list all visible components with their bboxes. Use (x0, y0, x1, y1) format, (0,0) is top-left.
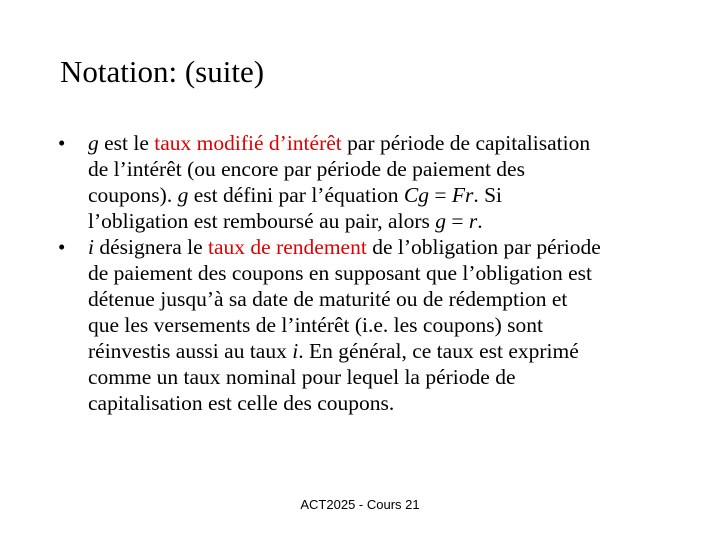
text-segment: par période de capitalisation (341, 131, 591, 155)
bullet-list (58, 130, 668, 416)
bullet-line: de paiement des coupons en supposant que l’obligation est (88, 261, 592, 285)
bullet-item-taux-rendement (58, 234, 668, 416)
text-segment: coupons). (88, 183, 178, 207)
slide-footer: ACT2025 - Cours 21 (300, 497, 420, 512)
bullet-item-taux-modifie (58, 130, 668, 234)
text-segment: = (445, 209, 469, 233)
bullet-line: de l’intérêt (ou encore par période de paiement des (88, 157, 525, 181)
text-segment: . Si (473, 183, 503, 207)
symbol-g: g (435, 209, 446, 233)
highlight-term: taux de rendement (208, 235, 367, 259)
bullet-line (88, 130, 668, 156)
symbol-i: i (292, 339, 299, 363)
bullet-dot-icon: • (58, 131, 66, 155)
bullet-line: que les versements de l’intérêt (i.e. les coupons) sont (88, 313, 543, 337)
bullet-line: comme un taux nominal pour lequel la période de (88, 365, 516, 389)
slide-title: Notation: (suite) (60, 54, 265, 89)
text-segment: l’obligation est remboursé au pair, alors (88, 209, 436, 233)
symbol-g: g (88, 131, 99, 155)
symbol-fr: Fr (451, 183, 474, 207)
text-segment: = (428, 183, 452, 207)
bullet-line (88, 208, 668, 234)
bullet-line: capitalisation est celle des coupons. (88, 391, 395, 415)
highlight-term: taux modifié d’intérêt (154, 131, 342, 155)
text-segment: . En général, ce taux est exprimé (298, 339, 579, 363)
text-segment: réinvestis aussi au taux (88, 339, 293, 363)
text-segment: est défini par l’équation (188, 183, 404, 207)
bullet-line (88, 182, 668, 208)
symbol-cg: Cg (403, 183, 429, 207)
text-segment: est le (98, 131, 155, 155)
bullet-line: détenue jusqu’à sa date de maturité ou de rédemption et (88, 287, 568, 311)
bullet-dot-icon: • (58, 235, 66, 259)
bullet-line (88, 338, 668, 364)
text-segment: . (477, 209, 483, 233)
text-segment: désignera le (93, 235, 209, 259)
bullet-line (88, 234, 668, 260)
text-segment: de l’obligation par période (366, 235, 601, 259)
symbol-i: i (88, 235, 94, 259)
symbol-r: r (468, 209, 478, 233)
symbol-g: g (177, 183, 189, 207)
